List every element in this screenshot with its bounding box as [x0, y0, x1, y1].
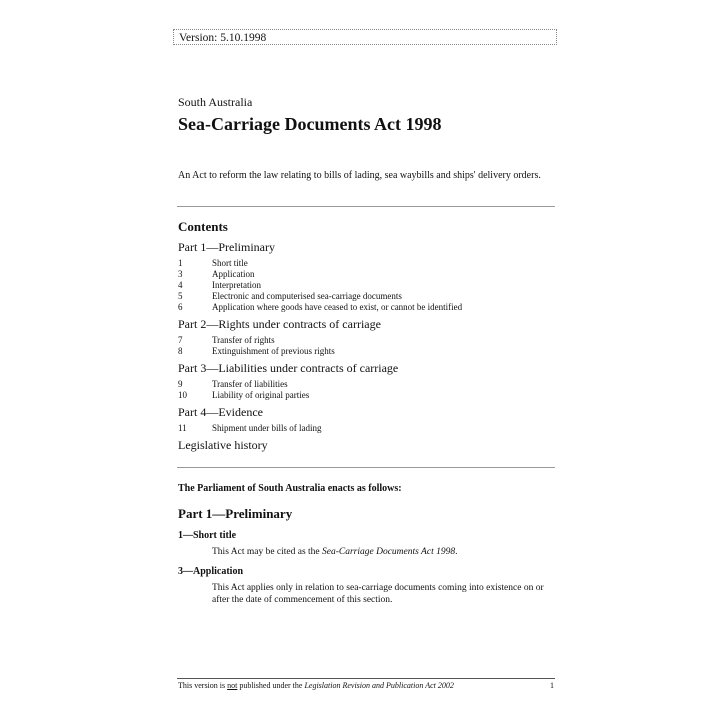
table-of-contents — [178, 239, 558, 453]
section-text: This Act applies only in relation to sea-carriage documents coming into existence on or after the date of commencement of this section. — [212, 583, 544, 605]
toc-part-4[interactable]: Part 4—Evidence — [178, 405, 263, 419]
toc-part-1[interactable]: Part 1—Preliminary — [178, 240, 275, 254]
section-heading: 3—Application — [178, 566, 244, 577]
divider — [177, 206, 555, 207]
act-citation: Sea-Carriage Documents Act 1998 — [322, 547, 456, 557]
toc-item[interactable]: 4 Interpretation — [178, 280, 261, 290]
act-title: Sea-Carriage Documents Act 1998 — [178, 114, 442, 134]
jurisdiction: South Australia — [178, 95, 253, 109]
enacting-words: The Parliament of South Australia enacts as follows: — [178, 483, 402, 494]
toc-item[interactable]: 6 Application where goods have ceased to exist, or cannot be identified — [178, 302, 463, 312]
toc-part-2[interactable]: Part 2—Rights under contracts of carriage — [178, 317, 381, 331]
toc-item[interactable]: 8 Extinguishment of previous rights — [178, 346, 335, 356]
toc-legislative-history[interactable]: Legislative history — [178, 438, 268, 452]
toc-item[interactable]: 7 Transfer of rights — [178, 335, 275, 345]
toc-part-3[interactable]: Part 3—Liabilities under contracts of carriage — [178, 361, 399, 375]
toc-item[interactable]: 9 Transfer of liabilities — [178, 379, 288, 389]
version-box — [173, 29, 557, 45]
section-text: This Act may be cited as the Sea-Carriage Documents Act 1998. — [212, 547, 458, 557]
toc-item[interactable]: 11 Shipment under bills of lading — [178, 423, 322, 433]
toc-item[interactable]: 3 Application — [178, 269, 255, 279]
long-title: An Act to reform the law relating to bills of lading, sea waybills and ships' delivery orders. — [178, 170, 541, 181]
toc-item[interactable]: 10 Liability of original parties — [178, 390, 310, 400]
contents-heading: Contents — [178, 219, 228, 234]
part-heading: Part 1—Preliminary — [178, 506, 293, 521]
section-heading: 1—Short title — [178, 530, 237, 541]
version-text: Version: 5.10.1998 — [179, 32, 267, 44]
page-footer — [178, 681, 554, 690]
footer-divider — [177, 678, 555, 679]
page-number: 1 — [550, 681, 554, 690]
divider — [177, 467, 555, 468]
footer-note: This version is not published under the Legislation Revision and Publication Act 2002 — [178, 681, 454, 690]
toc-item[interactable]: 1 Short title — [178, 258, 248, 268]
toc-item[interactable]: 5 Electronic and computerised sea-carriage documents — [178, 291, 402, 301]
